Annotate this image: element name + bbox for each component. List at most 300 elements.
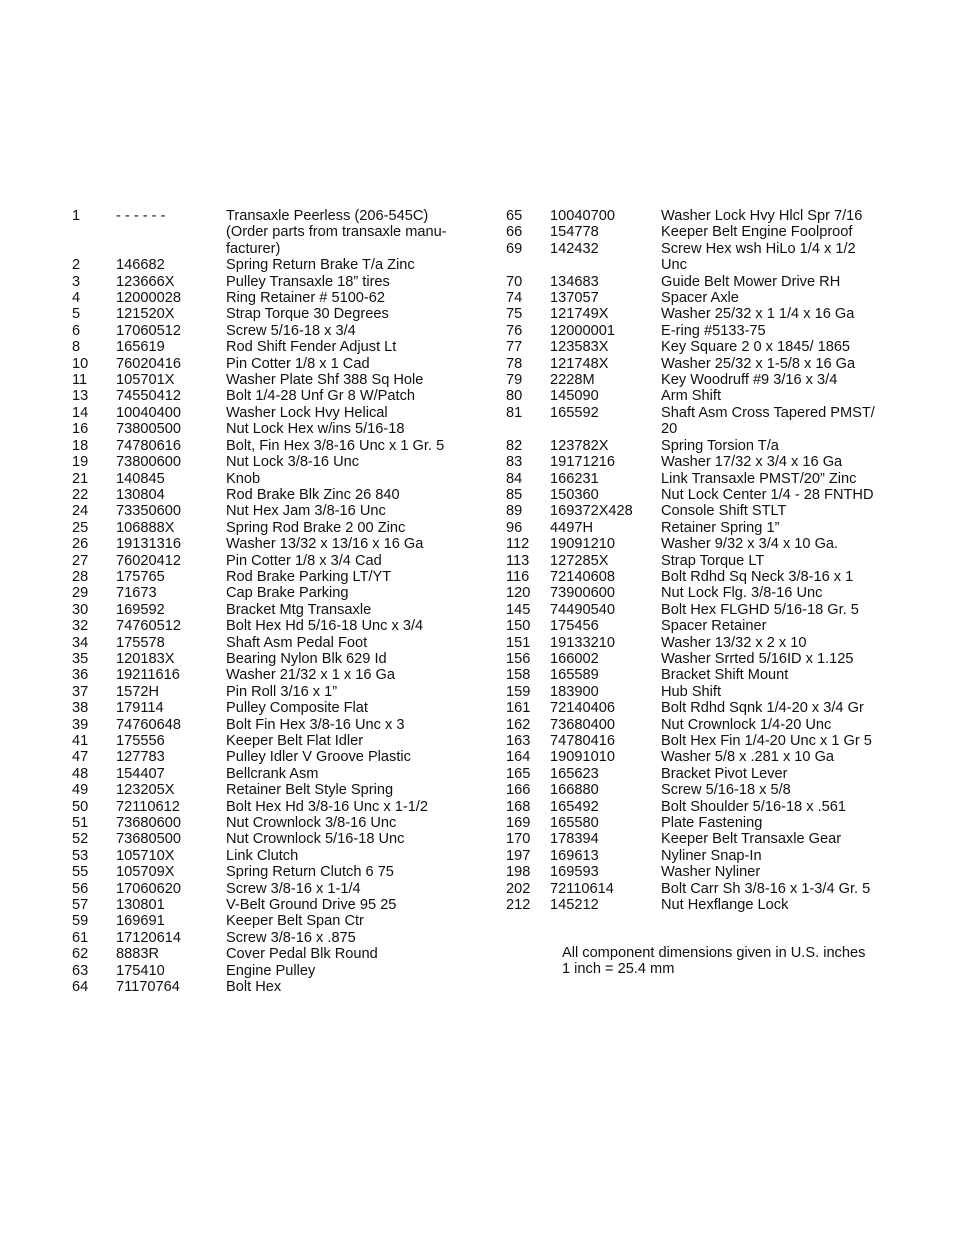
parts-list-row	[72, 553, 468, 569]
part-description	[661, 881, 893, 897]
description-line: Pin Cotter 1/8 x 3/4 Cad	[226, 552, 382, 569]
parts-list-row	[72, 356, 468, 372]
ref-number: 26	[72, 536, 89, 553]
parts-list-row	[72, 520, 468, 536]
part-description	[226, 848, 468, 864]
parts-list-row	[506, 585, 893, 601]
parts-list-row	[506, 717, 893, 733]
ref-number: 75	[506, 306, 523, 323]
ref-number: 61	[72, 929, 89, 946]
part-description	[661, 618, 893, 634]
parts-list-row	[506, 569, 893, 585]
description-line: Nut Crownlock 5/16-18 Unc	[226, 831, 405, 848]
part-description	[226, 536, 468, 552]
parts-list-row	[72, 930, 468, 946]
part-description	[226, 520, 468, 536]
part-description	[661, 667, 893, 683]
part-description	[661, 733, 893, 749]
ref-number: 77	[506, 339, 523, 356]
part-description	[226, 405, 468, 421]
part-number: 72110614	[550, 880, 614, 897]
part-number: 76020416	[116, 355, 181, 372]
description-line: Washer 21/32 x 1 x 16 Ga	[226, 667, 395, 684]
parts-list-row	[506, 471, 893, 487]
ref-number: 159	[506, 683, 531, 700]
part-number: 71170764	[116, 979, 180, 996]
part-description	[661, 635, 893, 651]
parts-list-row	[72, 421, 468, 437]
part-number: 145090	[550, 388, 599, 405]
parts-list-row	[506, 831, 893, 847]
description-line: Console Shift STLT	[661, 503, 787, 520]
part-number: 165492	[550, 798, 599, 815]
part-number: 74760512	[116, 618, 181, 635]
parts-list-row	[506, 864, 893, 880]
part-description	[661, 274, 893, 290]
parts-list-row	[506, 602, 893, 618]
ref-number: 35	[72, 650, 89, 667]
description-line: Knob	[226, 470, 261, 487]
part-description	[226, 913, 468, 929]
part-description	[661, 503, 893, 519]
part-description	[226, 979, 468, 995]
parts-list-row	[506, 356, 893, 372]
ref-number: 164	[506, 749, 531, 766]
parts-list-right-column	[506, 208, 893, 913]
ref-number: 48	[72, 765, 89, 782]
part-number: 123205X	[116, 782, 175, 799]
ref-number: 85	[506, 486, 523, 503]
description-line: facturer)	[226, 240, 281, 257]
ref-number: 63	[72, 962, 89, 979]
ref-number: 145	[506, 601, 531, 618]
dimensions-footnote	[562, 945, 865, 978]
description-line: Cover Pedal Blk Round	[226, 946, 378, 963]
part-number: 145212	[550, 897, 599, 914]
parts-list-row	[506, 618, 893, 634]
description-line: Pulley Composite Flat	[226, 700, 368, 717]
ref-number: 29	[72, 585, 89, 602]
parts-list-row	[506, 487, 893, 503]
part-description	[226, 635, 468, 651]
description-line: Rod Shift Fender Adjust Lt	[226, 339, 397, 356]
part-description	[661, 323, 893, 339]
part-number: 19133210	[550, 634, 615, 651]
parts-list-row	[506, 536, 893, 552]
part-description	[226, 963, 468, 979]
description-line: Key Square 2 0 x 1845/ 1865	[661, 339, 851, 356]
parts-list-row	[506, 881, 893, 897]
description-line: Washer 25/32 x 1 1/4 x 16 Ga	[661, 306, 855, 323]
parts-list-row	[72, 323, 468, 339]
part-number: 73680600	[116, 815, 181, 832]
parts-list-row	[72, 667, 468, 683]
ref-number: 50	[72, 798, 89, 815]
part-number: 134683	[550, 273, 599, 290]
description-line: Screw 5/16-18 x 3/4	[226, 322, 356, 339]
parts-list-row	[506, 782, 893, 798]
part-description	[226, 733, 468, 749]
ref-number: 74	[506, 290, 523, 307]
part-description	[226, 667, 468, 683]
part-number: 166231	[550, 470, 599, 487]
part-description	[661, 372, 893, 388]
part-number: 74780616	[116, 437, 181, 454]
part-description	[226, 651, 468, 667]
part-number: 2228M	[550, 372, 595, 389]
parts-list-row	[72, 257, 468, 273]
part-description	[226, 487, 468, 503]
parts-list-row	[72, 733, 468, 749]
parts-list-row	[506, 667, 893, 683]
part-description	[226, 274, 468, 290]
part-number: 12000001	[550, 322, 615, 339]
parts-list-row	[72, 388, 468, 404]
part-description	[226, 782, 468, 798]
part-number: 175578	[116, 634, 165, 651]
part-description	[661, 815, 893, 831]
description-line: Shaft Asm Pedal Foot	[226, 634, 368, 651]
part-description	[661, 438, 893, 454]
part-description	[226, 946, 468, 962]
parts-list-row	[72, 700, 468, 716]
part-number: 17120614	[116, 929, 181, 946]
part-number: 165592	[550, 404, 599, 421]
description-line: Retainer Spring 1”	[661, 519, 780, 536]
parts-list-row	[506, 241, 893, 274]
description-line: Spring Return Brake T/a Zinc	[226, 257, 415, 274]
part-description	[661, 471, 893, 487]
part-number: 123583X	[550, 339, 609, 356]
part-number: 165623	[550, 765, 599, 782]
ref-number: 8	[72, 339, 81, 356]
description-line: Spring Return Clutch 6 75	[226, 864, 394, 881]
description-line: Arm Shift	[661, 388, 722, 405]
description-line: Shaft Asm Cross Tapered PMST/	[661, 404, 875, 421]
part-number: 72110612	[116, 798, 180, 815]
ref-number: 151	[506, 634, 531, 651]
ref-number: 16	[72, 421, 89, 438]
parts-list-row	[506, 274, 893, 290]
part-number: 4497H	[550, 519, 594, 536]
ref-number: 1	[72, 208, 81, 224]
description-line: Bolt Hex FLGHD 5/16-18 Gr. 5	[661, 601, 859, 618]
part-description	[226, 799, 468, 815]
part-description	[661, 339, 893, 355]
parts-list-row	[506, 684, 893, 700]
parts-list-row	[72, 963, 468, 979]
parts-list-row	[506, 454, 893, 470]
part-number: 19131316	[116, 536, 181, 553]
ref-number: 165	[506, 765, 531, 782]
ref-number: 11	[72, 372, 88, 389]
parts-list-row	[72, 405, 468, 421]
ref-number: 24	[72, 503, 89, 520]
parts-list-row	[506, 766, 893, 782]
part-number: 142432	[550, 240, 599, 257]
ref-number: 47	[72, 749, 89, 766]
parts-list-row	[506, 290, 893, 306]
parts-list-row	[72, 290, 468, 306]
ref-number: 21	[72, 470, 89, 487]
description-line: Screw 3/8-16 x .875	[226, 929, 356, 946]
description-line: Nut Hexflange Lock	[661, 897, 789, 914]
description-line: Nut Lock 3/8-16 Unc	[226, 454, 360, 471]
ref-number: 76	[506, 322, 523, 339]
description-line: Hub Shift	[661, 683, 722, 700]
part-number: 165619	[116, 339, 165, 356]
part-number: 8883R	[116, 946, 160, 963]
part-number: 105710X	[116, 847, 175, 864]
ref-number: 41	[72, 733, 89, 749]
ref-number: 55	[72, 864, 89, 881]
part-description	[661, 306, 893, 322]
parts-list-row	[506, 503, 893, 519]
part-description	[226, 700, 468, 716]
part-description	[661, 684, 893, 700]
parts-list-row	[72, 503, 468, 519]
part-description	[661, 831, 893, 847]
part-description	[226, 372, 468, 388]
part-number: 12000028	[116, 290, 181, 307]
description-line: Engine Pulley	[226, 962, 316, 979]
ref-number: 25	[72, 519, 89, 536]
description-line: Nut Lock Flg. 3/8-16 Unc	[661, 585, 823, 602]
parts-list-row	[506, 897, 893, 913]
part-description	[226, 356, 468, 372]
parts-list-row	[72, 438, 468, 454]
ref-number: 5	[72, 306, 81, 323]
part-number: 175556	[116, 733, 165, 749]
description-line: Ring Retainer # 5100-62	[226, 290, 386, 307]
part-description	[226, 815, 468, 831]
parts-list-row	[72, 831, 468, 847]
description-line: Washer 17/32 x 3/4 x 16 Ga	[661, 454, 843, 471]
description-line: Pin Cotter 1/8 x 1 Cad	[226, 355, 370, 372]
parts-list-row	[506, 553, 893, 569]
description-line: Screw 3/8-16 x 1-1/4	[226, 880, 361, 897]
parts-list-row	[72, 782, 468, 798]
part-number: 72140608	[550, 568, 615, 585]
part-description	[226, 864, 468, 880]
parts-list-row	[72, 585, 468, 601]
description-line: Washer 13/32 x 13/16 x 16 Ga	[226, 536, 424, 553]
part-description	[661, 487, 893, 503]
ref-number: 170	[506, 831, 531, 848]
description-line: Key Woodruff #9 3/16 x 3/4	[661, 372, 838, 389]
part-number: 169613	[550, 847, 599, 864]
part-number: 106888X	[116, 519, 175, 536]
ref-number: 14	[72, 404, 89, 421]
parts-list-row	[72, 635, 468, 651]
ref-number: 38	[72, 700, 89, 717]
description-line: Keeper Belt Transaxle Gear	[661, 831, 842, 848]
part-number: 73800600	[116, 454, 181, 471]
ref-number: 64	[72, 979, 89, 996]
parts-list-row	[72, 766, 468, 782]
description-line: Nut Crownlock 1/4-20 Unc	[661, 716, 832, 733]
description-line: Spring Torsion T/a	[661, 437, 779, 454]
part-number: 175410	[116, 962, 165, 979]
part-number: 19211616	[116, 667, 180, 684]
part-number: 73680500	[116, 831, 181, 848]
ref-number: 197	[506, 847, 531, 864]
part-number: 1572H	[116, 683, 160, 700]
part-description	[661, 454, 893, 470]
part-number: 150360	[550, 486, 599, 503]
part-description	[661, 749, 893, 765]
ref-number: 37	[72, 683, 89, 700]
parts-list-row	[72, 471, 468, 487]
description-line: Spacer Retainer	[661, 618, 767, 635]
part-description	[661, 700, 893, 716]
description-line: Nut Lock Hex w/ins 5/16-18	[226, 421, 405, 438]
description-line: Nyliner Snap-In	[661, 847, 762, 864]
ref-number: 80	[506, 388, 523, 405]
part-number: 72140406	[550, 700, 615, 717]
ref-number: 166	[506, 782, 531, 799]
parts-list-row	[506, 749, 893, 765]
part-number: 127285X	[550, 552, 609, 569]
part-description	[226, 471, 468, 487]
description-line: Bolt 1/4-28 Unf Gr 8 W/Patch	[226, 388, 415, 405]
part-number: 10040700	[550, 208, 615, 224]
ref-number: 52	[72, 831, 89, 848]
description-line: Nut Hex Jam 3/8-16 Unc	[226, 503, 386, 520]
parts-list-row	[506, 635, 893, 651]
part-number: 74780416	[550, 733, 615, 749]
part-description	[226, 717, 468, 733]
part-description	[661, 224, 893, 240]
description-line: Keeper Belt Span Ctr	[226, 913, 364, 930]
description-line: Bearing Nylon Blk 629 Id	[226, 650, 387, 667]
ref-number: 36	[72, 667, 89, 684]
ref-number: 89	[506, 503, 523, 520]
parts-list-row	[72, 536, 468, 552]
part-number: 121748X	[550, 355, 609, 372]
parts-list-row	[72, 651, 468, 667]
part-description	[226, 454, 468, 470]
description-line: Transaxle Peerless (206-545C)	[226, 208, 429, 224]
parts-list-row	[72, 306, 468, 322]
part-description	[226, 585, 468, 601]
part-description	[226, 618, 468, 634]
part-description	[661, 241, 893, 274]
ref-number: 202	[506, 880, 531, 897]
parts-list-row	[72, 454, 468, 470]
part-description	[226, 569, 468, 585]
parts-list-row	[506, 388, 893, 404]
part-number: 121520X	[116, 306, 175, 323]
ref-number: 112	[506, 536, 530, 553]
part-description	[661, 602, 893, 618]
part-number: 73900600	[550, 585, 615, 602]
description-line: Bolt Carr Sh 3/8-16 x 1-3/4 Gr. 5	[661, 880, 871, 897]
ref-number: 53	[72, 847, 89, 864]
description-line: Washer 9/32 x 3/4 x 10 Ga.	[661, 536, 839, 553]
description-line: Bolt Rdhd Sq Neck 3/8-16 x 1	[661, 568, 854, 585]
part-number: 169691	[116, 913, 165, 930]
parts-list-row	[506, 323, 893, 339]
part-number: 121749X	[550, 306, 609, 323]
description-line: Keeper Belt Flat Idler	[226, 733, 364, 749]
description-line: (Order parts from transaxle manu-	[226, 224, 447, 241]
description-line: Washer 13/32 x 2 x 10	[661, 634, 807, 651]
ref-number: 168	[506, 798, 531, 815]
ref-number: 70	[506, 273, 523, 290]
parts-list-row	[72, 339, 468, 355]
part-number: 169592	[116, 601, 165, 618]
parts-list-row	[506, 224, 893, 240]
part-description	[661, 717, 893, 733]
parts-list-row	[506, 438, 893, 454]
part-number: 105701X	[116, 372, 175, 389]
description-line: Washer 25/32 x 1-5/8 x 16 Ga	[661, 355, 856, 372]
part-description	[226, 290, 468, 306]
ref-number: 34	[72, 634, 89, 651]
part-number: 71673	[116, 585, 157, 602]
part-number: 19091210	[550, 536, 615, 553]
ref-number: 2	[72, 257, 81, 274]
description-line: Retainer Belt Style Spring	[226, 782, 394, 799]
parts-list-row	[72, 618, 468, 634]
part-description	[661, 799, 893, 815]
ref-number: 28	[72, 568, 89, 585]
parts-list-row	[72, 717, 468, 733]
description-line: Spring Rod Brake 2 00 Zinc	[226, 519, 406, 536]
parts-list-row	[72, 799, 468, 815]
part-description	[661, 848, 893, 864]
parts-list-row	[506, 306, 893, 322]
ref-number: 62	[72, 946, 89, 963]
parts-list-row	[72, 864, 468, 880]
parts-list-row	[506, 848, 893, 864]
ref-number: 150	[506, 618, 531, 635]
ref-number: 83	[506, 454, 523, 471]
description-line: Rod Brake Parking LT/YT	[226, 568, 392, 585]
ref-number: 6	[72, 322, 81, 339]
description-line: Plate Fastening	[661, 815, 763, 832]
part-number: 154407	[116, 765, 165, 782]
description-line: Unc	[661, 257, 687, 274]
part-description	[661, 520, 893, 536]
ref-number: 198	[506, 864, 531, 881]
part-description	[226, 306, 468, 322]
part-description	[226, 930, 468, 946]
description-line: Rod Brake Blk Zinc 26 840	[226, 486, 400, 503]
ref-number: 84	[506, 470, 523, 487]
description-line: Link Clutch	[226, 847, 299, 864]
parts-list-row	[72, 684, 468, 700]
ref-number: 163	[506, 733, 531, 749]
parts-list-row	[72, 602, 468, 618]
part-description	[226, 438, 468, 454]
part-description	[661, 766, 893, 782]
part-number: 73350600	[116, 503, 181, 520]
part-description	[226, 208, 468, 257]
part-number: 10040400	[116, 404, 181, 421]
part-number: 169372X428	[550, 503, 633, 520]
part-description	[226, 831, 468, 847]
part-number: 169593	[550, 864, 599, 881]
ref-number: 51	[72, 815, 89, 832]
parts-list-row	[72, 749, 468, 765]
part-number: 74490540	[550, 601, 615, 618]
part-description	[226, 553, 468, 569]
part-description	[661, 388, 893, 404]
part-number: 175765	[116, 568, 165, 585]
description-line: Pin Roll 3/16 x 1”	[226, 683, 338, 700]
